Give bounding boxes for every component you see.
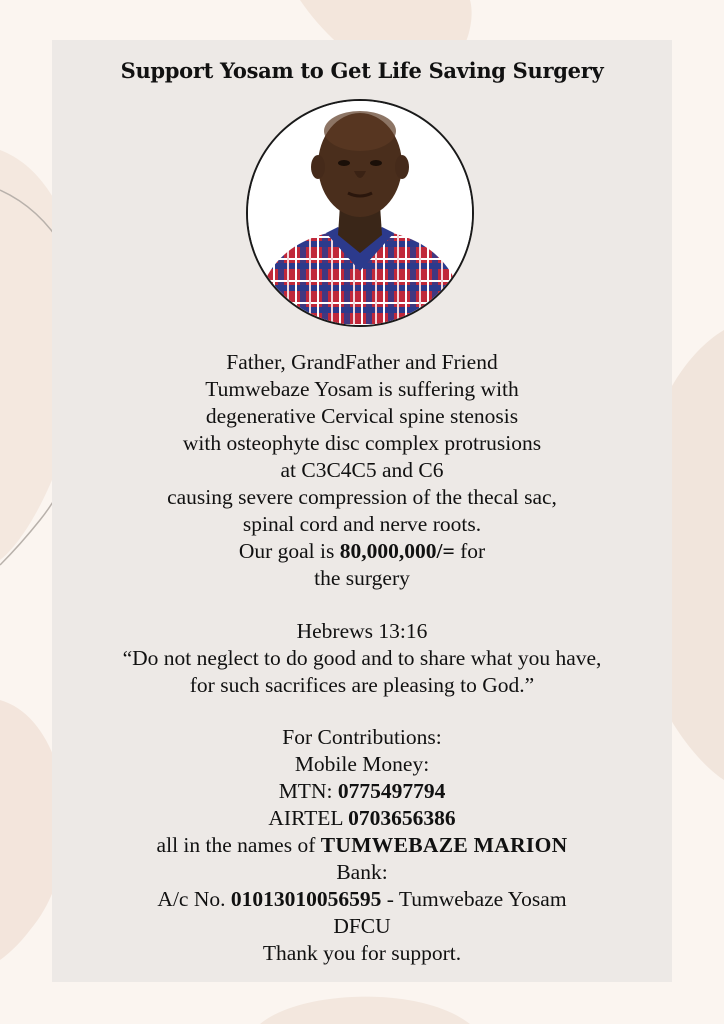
description-line: Tumwebaze Yosam is suffering with bbox=[205, 377, 519, 401]
description-line: the surgery bbox=[314, 566, 410, 590]
scripture-quote-line: “Do not neglect to do good and to share what you have, bbox=[122, 646, 602, 670]
account-line bbox=[52, 886, 672, 913]
names-value: TUMWEBAZE MARION bbox=[320, 833, 568, 857]
description-line: at C3C4C5 and C6 bbox=[280, 458, 444, 482]
airtel-label: AIRTEL bbox=[268, 806, 343, 830]
contributions-block bbox=[52, 724, 672, 967]
airtel-number: 0703656386 bbox=[348, 806, 456, 830]
thank-you-text: Thank you for support. bbox=[262, 941, 462, 965]
contributions-heading: For Contributions: bbox=[282, 725, 442, 749]
scripture-block bbox=[52, 618, 672, 699]
description-line: Father, GrandFather and Friend bbox=[226, 350, 498, 374]
goal-suffix: for bbox=[460, 539, 486, 563]
description-line: causing severe compression of the thecal sac, bbox=[167, 485, 557, 509]
portrait-photo bbox=[246, 99, 474, 327]
airtel-line bbox=[52, 805, 672, 832]
description-block bbox=[52, 349, 672, 592]
mobile-money-heading: Mobile Money: bbox=[294, 752, 430, 776]
flyer-card bbox=[52, 40, 672, 982]
goal-prefix: Our goal is bbox=[238, 539, 335, 563]
description-line: degenerative Cervical spine stenosis bbox=[205, 404, 519, 428]
description-line: with osteophyte disc complex protrusions bbox=[182, 431, 542, 455]
bank-heading: Bank: bbox=[336, 860, 388, 884]
bank-name: DFCU bbox=[333, 914, 391, 938]
decor-blob-bottom bbox=[260, 997, 470, 1024]
goal-amount: 80,000,000/= bbox=[339, 539, 455, 563]
scripture-reference: Hebrews 13:16 bbox=[296, 619, 428, 643]
account-separator: - bbox=[386, 887, 394, 911]
mtn-number: 0775497794 bbox=[337, 779, 446, 803]
goal-line bbox=[52, 538, 672, 565]
mtn-line bbox=[52, 778, 672, 805]
scripture-quote-line: for such sacrifices are pleasing to God.” bbox=[189, 673, 535, 697]
account-prefix: A/c No. bbox=[157, 887, 226, 911]
account-name: Tumwebaze Yosam bbox=[398, 887, 567, 911]
account-names-line bbox=[52, 832, 672, 859]
portrait-illustration bbox=[248, 101, 472, 325]
mtn-label: MTN: bbox=[278, 779, 333, 803]
account-number: 01013010056595 bbox=[230, 887, 382, 911]
flyer-title: Support Yosam to Get Life Saving Surgery bbox=[120, 58, 604, 83]
names-prefix: all in the names of bbox=[156, 833, 316, 857]
description-line: spinal cord and nerve roots. bbox=[242, 512, 482, 536]
